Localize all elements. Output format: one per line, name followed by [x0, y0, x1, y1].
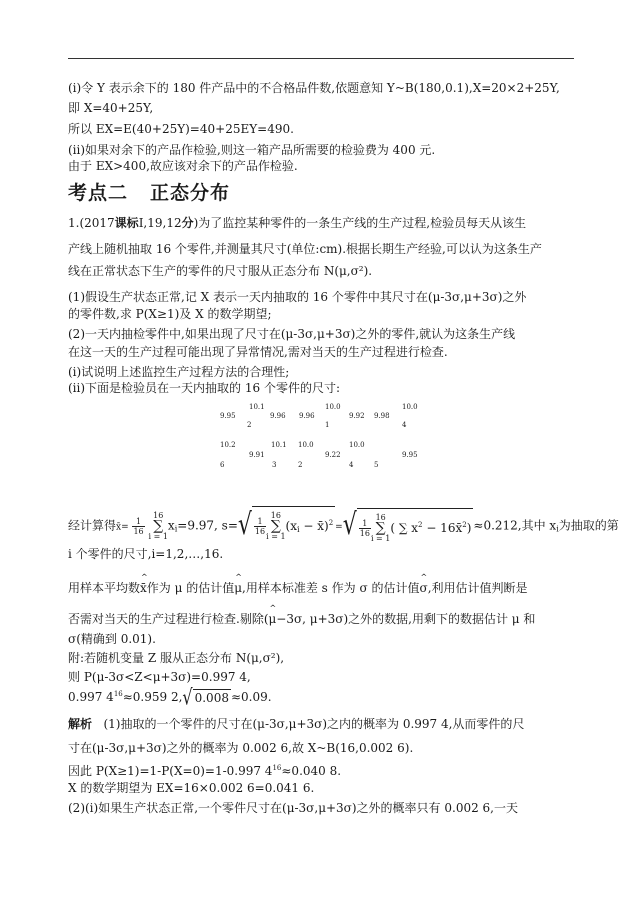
table-cell: 2	[298, 461, 303, 469]
text-line: 所以 EX=E(40+25Y)=40+25EY=490.	[68, 122, 294, 136]
text-line: 由于 EX>400,故应该对余下的产品作检验.	[68, 159, 298, 173]
header-rule	[68, 58, 574, 59]
question-line: (1)假设生产状态正常,记 X 表示一天内抽取的 16 个零件中其尺寸在(μ-3σ,μ+3σ)之外	[68, 290, 527, 304]
text-line: 附:若随机变量 Z 服从正态分布 N(μ,σ²),	[68, 651, 285, 665]
fraction: $\frac{1}{16}$	[133, 516, 144, 536]
section-heading: 考点二 正态分布	[68, 182, 231, 204]
table-cell: 9.22	[325, 451, 341, 459]
solution-line: X 的数学期望为 EX=16×0.002 6=0.041 6.	[68, 781, 315, 795]
text-line: (ii)如果对余下的产品作检验,则这一箱产品所需要的检验费为 400 元.	[68, 143, 436, 157]
sqrt-expression: $\frac{1}{16}$ 16 ∑ i = 1( ∑ $x^2$ − 16x̄$^2$)	[357, 508, 474, 544]
question-line: (ii)下面是检验员在一天内抽取的 16 个零件的尺寸:	[68, 381, 340, 395]
question-line: (i)试说明上述监控生产过程方法的合理性;	[68, 365, 290, 379]
text-line: 用样本平均数^ x̄作为 μ 的估计值^ μ,用样本标准差 s 作为 σ 的估计值^ σ,利用估计值判断是	[68, 580, 528, 596]
text-line: (i)令 Y 表示余下的 180 件产品中的不合格品件数,依题意知 Y~B(180,0.1),X=20×2+25Y,	[68, 81, 560, 95]
question-line: 的零件数,求 P(X≥1)及 X 的数学期望;	[68, 307, 272, 321]
solution-line: 因此 P(X≥1)=1-P(X=0)=1-0.997 $4^{16}\approx 0.040$ 8.	[68, 764, 342, 778]
formula-line: 经计算得x̄= $\frac{1}{16}$ 16 ∑ $i = 1x_i=9.97$, s=√ $\frac{1}{16}$ 16 ∑ $i = 1(x_i$ − x̄)$^2$ =√ $\frac{1}{16}$ 16 ∑ i = 1( ∑ $x^2$ − 16x̄$^2$) ≈0.212,其中 $x_i$为抽取的第	[68, 506, 619, 546]
solution-line: 解析 (1)抽取的一个零件的尺寸在(μ-3σ,μ+3σ)之内的概率为 0.997 4,从而零件的尺	[68, 717, 525, 731]
text-line: 0.997 $4^{16}\approx 0.959$ 2,√ 0.008 ≈0.09.	[68, 684, 272, 710]
table-cell: 9.92	[349, 412, 365, 420]
table-cell: 9.95	[220, 412, 236, 420]
formula-line: i 个零件的尺寸,i=1,2,…,16.	[68, 547, 224, 561]
table-cell: 10.0	[349, 441, 365, 449]
text-line: 则 P(μ-3σ<Z<μ+3σ)=0.997 4,	[68, 670, 251, 684]
sqrt-expression: $\frac{1}{16}$ 16 ∑ $i = 1(x_i$ − x̄)$^2$	[252, 506, 335, 546]
question-line: 在这一天的生产过程可能出现了异常情况,需对当天的生产过程进行检查.	[68, 345, 448, 359]
question-line: (2)一天内抽检零件中,如果出现了尺寸在(μ-3σ,μ+3σ)之外的零件,就认为这条生产线	[68, 327, 516, 341]
table-cell: 4	[402, 421, 407, 429]
solution-line: (2)(i)如果生产状态正常,一个零件尺寸在(μ-3σ,μ+3σ)之外的概率只有 0.002 6,一天	[68, 801, 518, 815]
question-line: 产线上随机抽取 16 个零件,并测量其尺寸(单位:cm).根据长期生产经验,可以认为这条生产	[68, 242, 542, 256]
text-line: 否需对当天的生产过程进行检查.剔除(^ μ−3σ, μ+3σ)之外的数据,用剩下的数据估计 μ 和	[68, 611, 535, 627]
table-cell: 6	[220, 461, 225, 469]
table-cell: 9.95	[402, 451, 418, 459]
solution-line: 寸在(μ-3σ,μ+3σ)之外的概率为 0.002 6,故 X~B(16,0.002 6).	[68, 741, 414, 755]
table-cell: 10.0	[298, 441, 314, 449]
table-cell: 10.0	[402, 403, 418, 411]
table-cell: 9.98	[374, 412, 390, 420]
sum-symbol: 16 ∑ i = 1	[148, 510, 168, 541]
table-cell: 9.91	[249, 451, 265, 459]
table-cell: 10.0	[325, 403, 341, 411]
table-cell: 2	[247, 421, 252, 429]
solution-label: 解析	[68, 717, 93, 731]
table-cell: 5	[374, 461, 379, 469]
text-line: 即 X=40+25Y,	[68, 101, 154, 115]
table-cell: 9.96	[299, 412, 315, 420]
table-cell: 9.96	[270, 412, 286, 420]
table-cell: 10.2	[220, 441, 236, 449]
question-line: 线在正常状态下生产的零件的尺寸服从正态分布 N(μ,σ²).	[68, 264, 373, 278]
table-cell: 10.1	[271, 441, 287, 449]
text-line: σ(精确到 0.01).	[68, 632, 156, 646]
question-line: 1.(2017课标Ⅰ,19,12分)为了监控某种零件的一条生产线的生产过程,检验员每天从该生	[68, 216, 527, 230]
table-cell: 3	[272, 461, 277, 469]
table-cell: 4	[349, 461, 354, 469]
table-cell: 1	[325, 421, 330, 429]
table-cell: 10.1	[249, 403, 265, 411]
